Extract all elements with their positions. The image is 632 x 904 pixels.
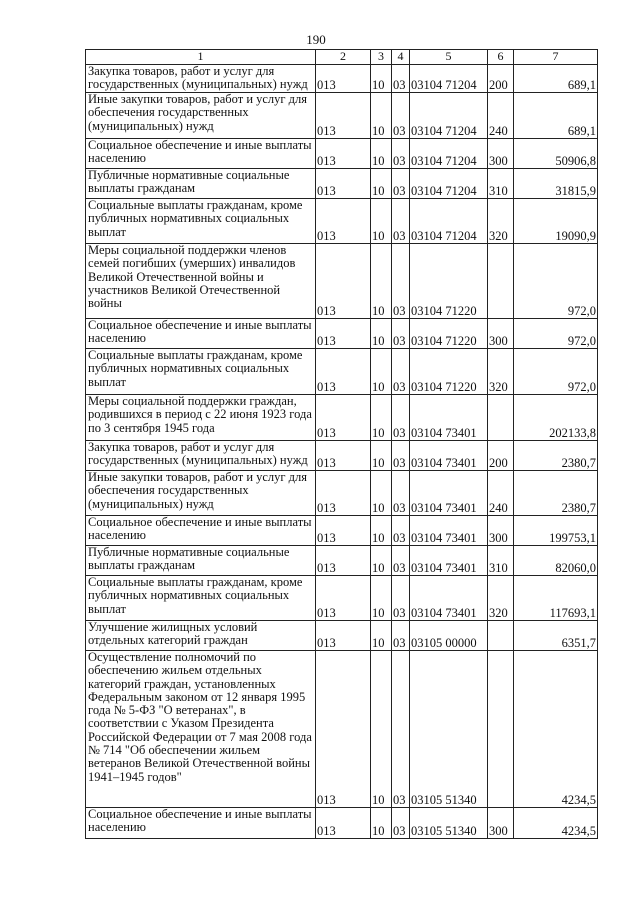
amount-cell: 19090,9 — [514, 199, 598, 244]
target-article-cell: 03104 73401 — [410, 546, 488, 576]
target-article-cell: 03104 71204 — [410, 139, 488, 169]
header-cell: 5 — [410, 50, 488, 65]
table-row — [86, 651, 598, 808]
amount-cell: 972,0 — [514, 244, 598, 319]
section-cell: 10 — [371, 651, 392, 808]
table-row — [86, 441, 598, 471]
expense-type-cell — [488, 395, 514, 441]
subsection-cell: 03 — [392, 65, 410, 93]
subsection-cell: 03 — [392, 93, 410, 139]
target-article-cell: 03104 71204 — [410, 93, 488, 139]
amount-cell: 117693,1 — [514, 576, 598, 621]
budget-table — [85, 49, 598, 839]
table-row — [86, 199, 598, 244]
amount-cell: 6351,7 — [514, 621, 598, 651]
table-row — [86, 395, 598, 441]
target-article-cell: 03104 73401 — [410, 576, 488, 621]
table-row — [86, 546, 598, 576]
expense-type-cell: 240 — [488, 93, 514, 139]
ministry-code-cell: 013 — [316, 516, 371, 546]
section-cell: 10 — [371, 621, 392, 651]
header-cell: 6 — [488, 50, 514, 65]
section-cell: 10 — [371, 244, 392, 319]
subsection-cell: 03 — [392, 576, 410, 621]
ministry-code-cell: 013 — [316, 651, 371, 808]
expense-type-cell — [488, 651, 514, 808]
target-article-cell: 03104 71220 — [410, 319, 488, 349]
header-cell: 1 — [86, 50, 316, 65]
expense-type-cell: 300 — [488, 319, 514, 349]
ministry-code-cell: 013 — [316, 139, 371, 169]
header-cell: 7 — [514, 50, 598, 65]
row-name-cell: Социальные выплаты гражданам, кроме публичных нормативных социальных выплат — [86, 576, 316, 621]
target-article-cell: 03104 73401 — [410, 395, 488, 441]
subsection-cell: 03 — [392, 139, 410, 169]
target-article-cell: 03104 71204 — [410, 65, 488, 93]
ministry-code-cell: 013 — [316, 319, 371, 349]
section-cell: 10 — [371, 65, 392, 93]
section-cell: 10 — [371, 139, 392, 169]
target-article-cell: 03104 73401 — [410, 516, 488, 546]
amount-cell: 2380,7 — [514, 471, 598, 516]
target-article-cell: 03105 51340 — [410, 651, 488, 808]
subsection-cell: 03 — [392, 621, 410, 651]
subsection-cell: 03 — [392, 808, 410, 839]
ministry-code-cell: 013 — [316, 244, 371, 319]
row-name-cell: Социальные выплаты гражданам, кроме публичных нормативных социальных выплат — [86, 199, 316, 244]
section-cell: 10 — [371, 441, 392, 471]
table-row — [86, 169, 598, 199]
expense-type-cell: 200 — [488, 441, 514, 471]
row-name-cell: Социальное обеспечение и иные выплаты населению — [86, 319, 316, 349]
header-cell: 2 — [316, 50, 371, 65]
table-row — [86, 244, 598, 319]
table-row — [86, 471, 598, 516]
row-name-cell: Публичные нормативные социальные выплаты гражданам — [86, 546, 316, 576]
row-name-cell: Иные закупки товаров, работ и услуг для обеспечения государственных (муниципальных) нужд — [86, 471, 316, 516]
row-name-cell: Иные закупки товаров, работ и услуг для обеспечения государственных (муниципальных) нужд — [86, 93, 316, 139]
amount-cell: 972,0 — [514, 349, 598, 395]
expense-type-cell: 320 — [488, 576, 514, 621]
section-cell: 10 — [371, 516, 392, 546]
subsection-cell: 03 — [392, 651, 410, 808]
section-cell: 10 — [371, 471, 392, 516]
section-cell: 10 — [371, 546, 392, 576]
ministry-code-cell: 013 — [316, 349, 371, 395]
section-cell: 10 — [371, 808, 392, 839]
amount-cell: 50906,8 — [514, 139, 598, 169]
row-name-cell: Социальное обеспечение и иные выплаты населению — [86, 808, 316, 839]
row-name-cell: Меры социальной поддержки граждан, родившихся в период с 22 июня 1923 года по 3 сентября 1945 года — [86, 395, 316, 441]
table-row — [86, 349, 598, 395]
target-article-cell: 03104 71220 — [410, 349, 488, 395]
target-article-cell: 03105 00000 — [410, 621, 488, 651]
amount-cell: 689,1 — [514, 93, 598, 139]
row-name-cell: Социальное обеспечение и иные выплаты населению — [86, 516, 316, 546]
table-row — [86, 808, 598, 839]
amount-cell: 4234,5 — [514, 651, 598, 808]
section-cell: 10 — [371, 395, 392, 441]
amount-cell: 31815,9 — [514, 169, 598, 199]
subsection-cell: 03 — [392, 349, 410, 395]
amount-cell: 199753,1 — [514, 516, 598, 546]
table-row — [86, 516, 598, 546]
amount-cell: 689,1 — [514, 65, 598, 93]
page-number: 190 — [306, 32, 326, 47]
row-name-cell: Социальные выплаты гражданам, кроме публичных нормативных социальных выплат — [86, 349, 316, 395]
section-cell: 10 — [371, 349, 392, 395]
ministry-code-cell: 013 — [316, 93, 371, 139]
table-row — [86, 65, 598, 93]
amount-cell: 2380,7 — [514, 441, 598, 471]
target-article-cell: 03104 71204 — [410, 169, 488, 199]
target-article-cell: 03104 73401 — [410, 441, 488, 471]
subsection-cell: 03 — [392, 319, 410, 349]
expense-type-cell: 320 — [488, 349, 514, 395]
expense-type-cell: 320 — [488, 199, 514, 244]
section-cell: 10 — [371, 199, 392, 244]
row-name-cell: Меры социальной поддержки членов семей погибших (умерших) инвалидов Великой Отечественной войны и участников Великой Отечественной войны — [86, 244, 316, 319]
amount-cell: 202133,8 — [514, 395, 598, 441]
subsection-cell: 03 — [392, 169, 410, 199]
expense-type-cell — [488, 621, 514, 651]
ministry-code-cell: 013 — [316, 621, 371, 651]
subsection-cell: 03 — [392, 546, 410, 576]
expense-type-cell: 300 — [488, 139, 514, 169]
expense-type-cell: 310 — [488, 546, 514, 576]
ministry-code-cell: 013 — [316, 395, 371, 441]
ministry-code-cell: 013 — [316, 546, 371, 576]
table-row — [86, 139, 598, 169]
section-cell: 10 — [371, 93, 392, 139]
expense-type-cell: 240 — [488, 471, 514, 516]
header-cell: 4 — [392, 50, 410, 65]
ministry-code-cell: 013 — [316, 199, 371, 244]
subsection-cell: 03 — [392, 199, 410, 244]
expense-type-cell: 310 — [488, 169, 514, 199]
amount-cell: 82060,0 — [514, 546, 598, 576]
ministry-code-cell: 013 — [316, 576, 371, 621]
row-name-cell: Осуществление полномочий по обеспечению жильем отдельных категорий граждан, установленных Федеральным законом от 12 января 1995 года № 5-ФЗ "О ветеранах", в соответствии с Указом Президента Российской Федерации от 7 мая 2008 года № 714 "Об обеспечении жильем ветеранов Великой Отечественной войны 1941–1945 годов" — [86, 651, 316, 808]
row-name-cell: Публичные нормативные социальные выплаты гражданам — [86, 169, 316, 199]
table-row — [86, 621, 598, 651]
ministry-code-cell: 013 — [316, 471, 371, 516]
table-row — [86, 319, 598, 349]
amount-cell: 4234,5 — [514, 808, 598, 839]
target-article-cell: 03105 51340 — [410, 808, 488, 839]
row-name-cell: Улучшение жилищных условий отдельных категорий граждан — [86, 621, 316, 651]
header-row — [86, 50, 598, 65]
expense-type-cell: 200 — [488, 65, 514, 93]
section-cell: 10 — [371, 169, 392, 199]
row-name-cell: Закупка товаров, работ и услуг для государственных (муниципальных) нужд — [86, 441, 316, 471]
expense-type-cell: 300 — [488, 516, 514, 546]
section-cell: 10 — [371, 319, 392, 349]
target-article-cell: 03104 71220 — [410, 244, 488, 319]
subsection-cell: 03 — [392, 471, 410, 516]
target-article-cell: 03104 71204 — [410, 199, 488, 244]
ministry-code-cell: 013 — [316, 441, 371, 471]
ministry-code-cell: 013 — [316, 169, 371, 199]
row-name-cell: Социальное обеспечение и иные выплаты населению — [86, 139, 316, 169]
section-cell: 10 — [371, 576, 392, 621]
ministry-code-cell: 013 — [316, 65, 371, 93]
subsection-cell: 03 — [392, 244, 410, 319]
expense-type-cell: 300 — [488, 808, 514, 839]
table-row — [86, 576, 598, 621]
subsection-cell: 03 — [392, 516, 410, 546]
table-row — [86, 93, 598, 139]
amount-cell: 972,0 — [514, 319, 598, 349]
target-article-cell: 03104 73401 — [410, 471, 488, 516]
expense-type-cell — [488, 244, 514, 319]
header-cell: 3 — [371, 50, 392, 65]
ministry-code-cell: 013 — [316, 808, 371, 839]
row-name-cell: Закупка товаров, работ и услуг для государственных (муниципальных) нужд — [86, 65, 316, 93]
subsection-cell: 03 — [392, 395, 410, 441]
subsection-cell: 03 — [392, 441, 410, 471]
